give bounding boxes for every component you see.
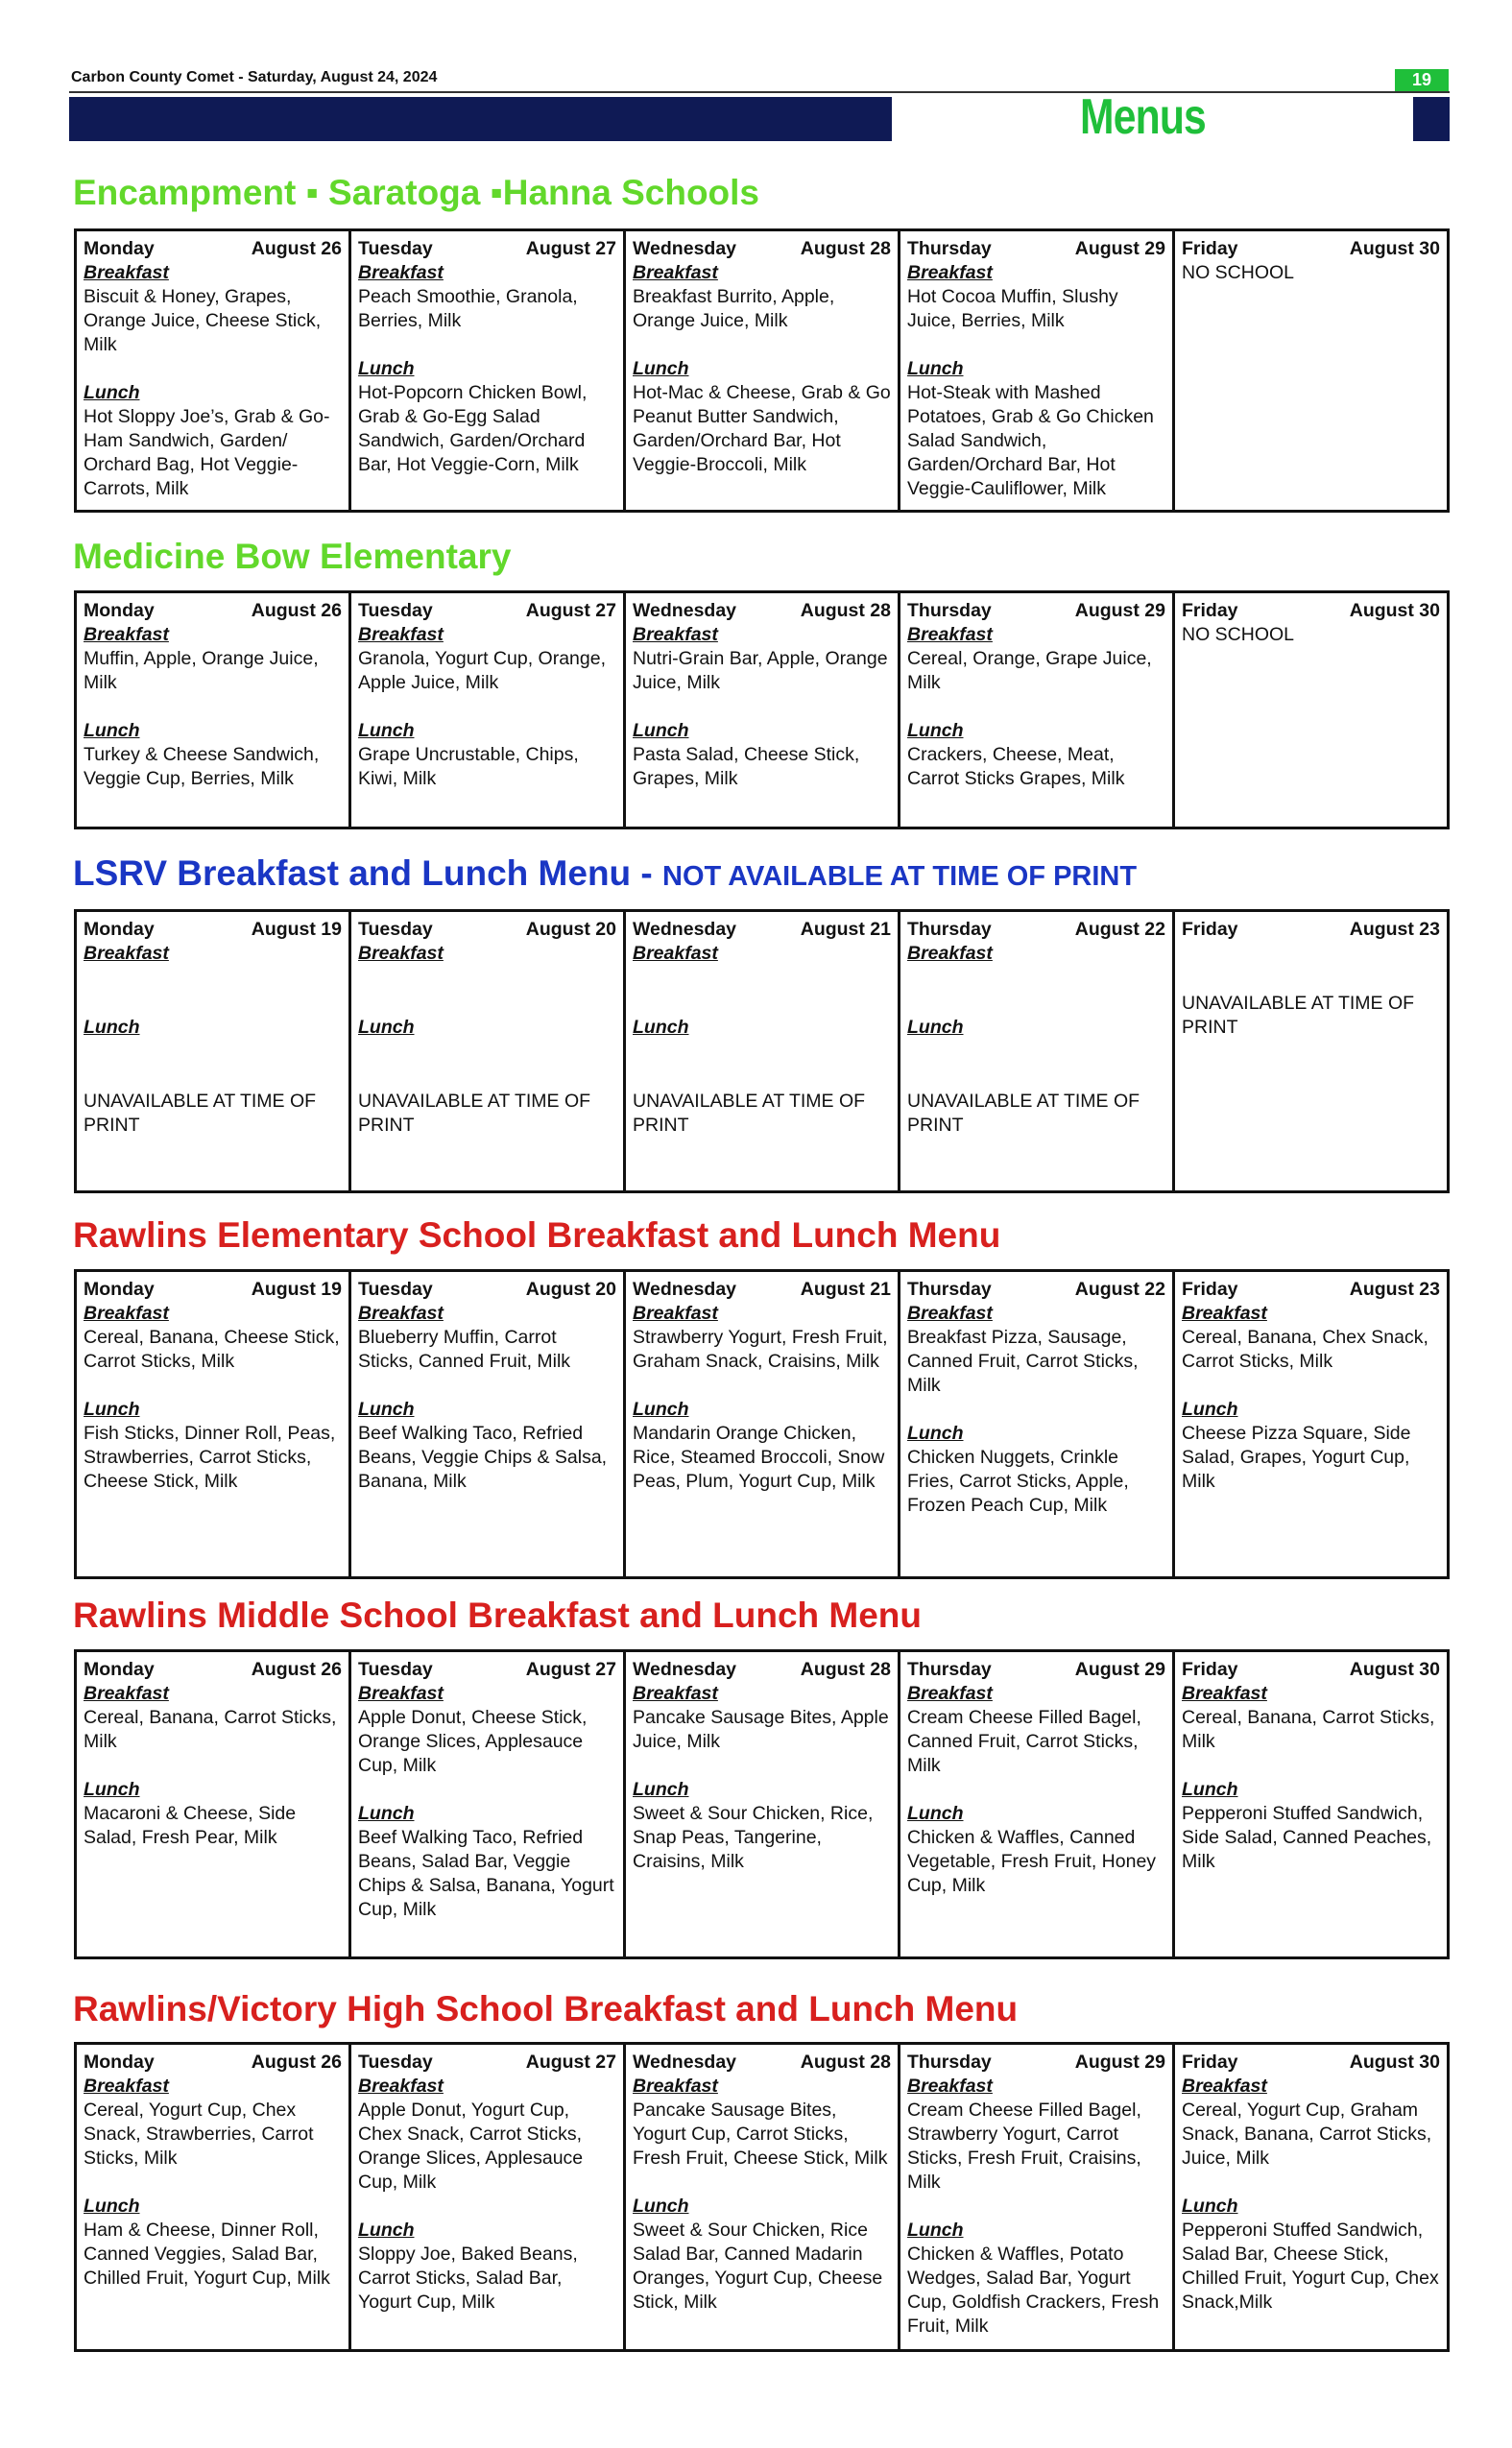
day-cell — [625, 911, 900, 1192]
lunch-label: Lunch — [358, 358, 415, 379]
day-cell — [625, 592, 900, 828]
lunch-items: Sweet & Sour Chicken, Rice Salad Bar, Canned Madarin Oranges, Yogurt Cup, Cheese Stick, Milk — [633, 2220, 883, 2313]
day-name: Friday — [1182, 1659, 1238, 1680]
lunch-label: Lunch — [633, 358, 689, 379]
lunch-items: Hot-Mac & Cheese, Grab & Go Peanut Butter Sandwich, Garden/Orchard Bar, Hot Veggie-Broccoli, Milk — [633, 382, 891, 475]
day-date: August 27 — [525, 238, 616, 259]
breakfast-label: Breakfast — [84, 943, 169, 964]
breakfast-items: Cereal, Banana, Carrot Sticks, Milk — [1182, 1707, 1435, 1752]
menu-table-rawlins-elementary — [74, 1269, 1450, 1579]
day-date: August 30 — [1349, 600, 1440, 621]
header-rule — [69, 91, 1450, 93]
lunch-items: Macaroni & Cheese, Side Salad, Fresh Pear, Milk — [84, 1803, 297, 1848]
day-name: Friday — [1182, 238, 1238, 259]
lunch-items: Hot-Steak with Mashed Potatoes, Grab & Go Chicken Salad Sandwich, Garden/Orchard Bar, Hot Veggie-Cauliflower, Milk — [907, 382, 1154, 499]
day-cell — [1174, 592, 1449, 828]
day-date: August 28 — [800, 238, 891, 259]
school-title-medicine-bow: Medicine Bow Elementary — [73, 537, 512, 576]
breakfast-label: Breakfast — [358, 624, 444, 645]
breakfast-label: Breakfast — [84, 624, 169, 645]
lunch-items: Chicken & Waffles, Potato Wedges, Salad Bar, Yogurt Cup, Goldfish Crackers, Fresh Fruit, Milk — [907, 2244, 1160, 2337]
day-cell — [76, 911, 350, 1192]
day-name: Monday — [84, 238, 155, 259]
lunch-label: Lunch — [84, 1399, 140, 1420]
day-name: Thursday — [907, 919, 992, 940]
breakfast-label: Breakfast — [1182, 1683, 1267, 1704]
menu-table-lsrv — [74, 909, 1450, 1193]
day-date: August 30 — [1349, 1659, 1440, 1680]
lunch-label: Lunch — [633, 1017, 689, 1038]
day-date: August 30 — [1349, 238, 1440, 259]
lunch-label: Lunch — [84, 2196, 140, 2217]
day-name: Monday — [84, 919, 155, 940]
lunch-items: Mandarin Orange Chicken, Rice, Steamed Broccoli, Snow Peas, Plum, Yogurt Cup, Milk — [633, 1423, 885, 1492]
day-name: Monday — [84, 2052, 155, 2073]
day-name: Monday — [84, 1279, 155, 1300]
day-name: Wednesday — [633, 1279, 737, 1300]
school-title-rawlins-elementary: Rawlins Elementary School Breakfast and Lunch Menu — [73, 1215, 1001, 1255]
breakfast-label: Breakfast — [907, 262, 993, 283]
day-name: Monday — [84, 1659, 155, 1680]
day-name: Friday — [1182, 919, 1238, 940]
day-date: August 21 — [800, 1279, 891, 1300]
lunch-label: Lunch — [633, 1399, 689, 1420]
day-date: August 28 — [800, 600, 891, 621]
breakfast-label: Breakfast — [84, 262, 169, 283]
lunch-label: Lunch — [907, 358, 964, 379]
day-cell — [1174, 1271, 1449, 1578]
school-title-rawlins-middle: Rawlins Middle School Breakfast and Lunch Menu — [73, 1596, 923, 1635]
day-cell — [350, 1271, 625, 1578]
no-school-note: NO SCHOOL — [1182, 624, 1295, 645]
breakfast-items: Biscuit & Honey, Grapes, Orange Juice, Cheese Stick, Milk — [84, 286, 322, 355]
lunch-items: Pepperoni Stuffed Sandwich, Salad Bar, Cheese Stick, Chilled Fruit, Yogurt Cup, Chex Snack,Milk — [1182, 2220, 1439, 2313]
day-date: August 19 — [251, 1279, 342, 1300]
day-cell — [350, 911, 625, 1192]
breakfast-label: Breakfast — [1182, 2076, 1267, 2097]
day-name: Thursday — [907, 238, 992, 259]
unavailable-note: UNAVAILABLE AT TIME OF PRINT — [84, 1091, 317, 1136]
page-number: 19 — [1395, 69, 1449, 91]
day-date: August 20 — [525, 919, 616, 940]
lunch-items: Chicken & Waffles, Canned Vegetable, Fresh Fruit, Honey Cup, Milk — [907, 1827, 1157, 1896]
breakfast-items: Cereal, Banana, Carrot Sticks, Milk — [84, 1707, 337, 1752]
breakfast-items: Nutri-Grain Bar, Apple, Orange Juice, Milk — [633, 648, 888, 693]
day-date: August 28 — [800, 2052, 891, 2073]
day-date: August 29 — [1074, 600, 1165, 621]
lunch-items: Cheese Pizza Square, Side Salad, Grapes, Yogurt Cup, Milk — [1182, 1423, 1411, 1492]
day-name: Thursday — [907, 2052, 992, 2073]
masthead: Carbon County Comet - Saturday, August 24, 2024 — [71, 69, 438, 85]
lunch-label: Lunch — [1182, 1399, 1238, 1420]
day-cell — [625, 230, 900, 512]
breakfast-items: Pancake Sausage Bites, Yogurt Cup, Carrot Sticks, Fresh Fruit, Cheese Stick, Milk — [633, 2100, 888, 2169]
school-title-encampment: Encampment ▪ Saratoga ▪Hanna Schools — [73, 173, 760, 212]
breakfast-items: Cream Cheese Filled Bagel, Strawberry Yogurt, Carrot Sticks, Fresh Fruit, Craisins, Milk — [907, 2100, 1141, 2193]
day-date: August 20 — [525, 1279, 616, 1300]
day-cell — [900, 1271, 1174, 1578]
day-cell — [900, 230, 1174, 512]
lunch-label: Lunch — [358, 1399, 415, 1420]
breakfast-items: Strawberry Yogurt, Fresh Fruit, Graham Snack, Craisins, Milk — [633, 1327, 888, 1372]
lunch-label: Lunch — [358, 1803, 415, 1824]
breakfast-items: Cereal, Banana, Chex Snack, Carrot Sticks, Milk — [1182, 1327, 1428, 1372]
lunch-items: Hot-Popcorn Chicken Bowl, Grab & Go-Egg Salad Sandwich, Garden/Orchard Bar, Hot Veggie-Corn, Milk — [358, 382, 588, 475]
menu-table-rawlins-high — [74, 2042, 1450, 2352]
day-date: August 29 — [1074, 1659, 1165, 1680]
lunch-label: Lunch — [358, 1017, 415, 1038]
lunch-items: Turkey & Cheese Sandwich, Veggie Cup, Berries, Milk — [84, 744, 320, 789]
breakfast-label: Breakfast — [633, 262, 718, 283]
breakfast-items: Peach Smoothie, Granola, Berries, Milk — [358, 286, 578, 331]
lunch-label: Lunch — [633, 1779, 689, 1800]
breakfast-label: Breakfast — [907, 1683, 993, 1704]
lunch-label: Lunch — [633, 720, 689, 741]
lunch-label: Lunch — [907, 720, 964, 741]
day-cell — [76, 230, 350, 512]
day-date: August 29 — [1074, 2052, 1165, 2073]
day-name: Monday — [84, 600, 155, 621]
lunch-label: Lunch — [84, 720, 140, 741]
breakfast-label: Breakfast — [633, 624, 718, 645]
breakfast-label: Breakfast — [358, 1303, 444, 1324]
day-date: August 26 — [251, 238, 342, 259]
day-cell — [900, 2044, 1174, 2351]
day-cell — [350, 2044, 625, 2351]
section-title: Menus — [1080, 89, 1206, 145]
day-cell — [1174, 911, 1449, 1192]
day-name: Wednesday — [633, 238, 737, 259]
lunch-items: Beef Walking Taco, Refried Beans, Salad Bar, Veggie Chips & Salsa, Banana, Yogurt Cup, Milk — [358, 1827, 614, 1920]
day-cell — [625, 1651, 900, 1958]
day-name: Thursday — [907, 1279, 992, 1300]
day-name: Wednesday — [633, 1659, 737, 1680]
lunch-label: Lunch — [84, 382, 140, 403]
breakfast-label: Breakfast — [907, 943, 993, 964]
day-name: Wednesday — [633, 2052, 737, 2073]
breakfast-items: Granola, Yogurt Cup, Orange, Apple Juice, Milk — [358, 648, 607, 693]
day-cell — [350, 230, 625, 512]
breakfast-items: Apple Donut, Cheese Stick, Orange Slices, Applesauce Cup, Milk — [358, 1707, 588, 1776]
day-date: August 27 — [525, 600, 616, 621]
lsrv-subtitle: NOT AVAILABLE AT TIME OF PRINT — [662, 861, 1138, 892]
lunch-label: Lunch — [358, 720, 415, 741]
day-date: August 22 — [1074, 919, 1165, 940]
lunch-label: Lunch — [907, 1423, 964, 1444]
day-cell — [1174, 2044, 1449, 2351]
lunch-label: Lunch — [1182, 2196, 1238, 2217]
lunch-items: Sloppy Joe, Baked Beans, Carrot Sticks, Salad Bar, Yogurt Cup, Milk — [358, 2244, 578, 2313]
breakfast-items: Cereal, Yogurt Cup, Graham Snack, Banana, Carrot Sticks, Juice, Milk — [1182, 2100, 1432, 2169]
lunch-items: Pepperoni Stuffed Sandwich, Side Salad, Canned Peaches, Milk — [1182, 1803, 1432, 1872]
day-date: August 27 — [525, 1659, 616, 1680]
day-name: Friday — [1182, 1279, 1238, 1300]
day-date: August 21 — [800, 919, 891, 940]
day-name: Friday — [1182, 600, 1238, 621]
day-date: August 29 — [1074, 238, 1165, 259]
lunch-items: Crackers, Cheese, Meat, Carrot Sticks Grapes, Milk — [907, 744, 1125, 789]
lunch-label: Lunch — [84, 1017, 140, 1038]
day-date: August 22 — [1074, 1279, 1165, 1300]
breakfast-items: Cream Cheese Filled Bagel, Canned Fruit, Carrot Sticks, Milk — [907, 1707, 1141, 1776]
breakfast-items: Muffin, Apple, Orange Juice, Milk — [84, 648, 319, 693]
day-cell — [625, 2044, 900, 2351]
menu-table-medicine-bow — [74, 590, 1450, 829]
lunch-items: Beef Walking Taco, Refried Beans, Veggie Chips & Salsa, Banana, Milk — [358, 1423, 608, 1492]
day-date: August 23 — [1349, 1279, 1440, 1300]
no-school-note: NO SCHOOL — [1182, 262, 1295, 283]
breakfast-label: Breakfast — [84, 1303, 169, 1324]
breakfast-label: Breakfast — [633, 943, 718, 964]
lunch-label: Lunch — [633, 2196, 689, 2217]
lunch-label: Lunch — [907, 2220, 964, 2241]
menu-table-encampment — [74, 228, 1450, 513]
day-name: Wednesday — [633, 919, 737, 940]
day-date: August 26 — [251, 1659, 342, 1680]
breakfast-items: Cereal, Yogurt Cup, Chex Snack, Strawberries, Carrot Sticks, Milk — [84, 2100, 314, 2169]
breakfast-label: Breakfast — [633, 2076, 718, 2097]
day-cell — [900, 1651, 1174, 1958]
lunch-label: Lunch — [1182, 1779, 1238, 1800]
breakfast-label: Breakfast — [84, 2076, 169, 2097]
lunch-label: Lunch — [907, 1803, 964, 1824]
day-name: Tuesday — [358, 600, 433, 621]
unavailable-note: UNAVAILABLE AT TIME OF PRINT — [633, 1091, 866, 1136]
day-cell — [1174, 230, 1449, 512]
day-name: Tuesday — [358, 1659, 433, 1680]
day-date: August 26 — [251, 2052, 342, 2073]
menu-table-rawlins-middle — [74, 1649, 1450, 1959]
day-name: Thursday — [907, 600, 992, 621]
day-name: Wednesday — [633, 600, 737, 621]
school-title-rawlins-high: Rawlins/Victory High School Breakfast and Lunch Menu — [73, 1989, 1019, 2028]
day-cell — [1174, 1651, 1449, 1958]
day-cell — [76, 2044, 350, 2351]
day-cell — [350, 592, 625, 828]
breakfast-items: Breakfast Burrito, Apple, Orange Juice, Milk — [633, 286, 835, 331]
day-name: Tuesday — [358, 238, 433, 259]
header-bar — [69, 97, 892, 141]
day-cell — [76, 1651, 350, 1958]
breakfast-label: Breakfast — [84, 1683, 169, 1704]
lunch-items: Chicken Nuggets, Crinkle Fries, Carrot Sticks, Apple, Frozen Peach Cup, Milk — [907, 1447, 1129, 1516]
breakfast-items: Cereal, Orange, Grape Juice, Milk — [907, 648, 1152, 693]
breakfast-items: Blueberry Muffin, Carrot Sticks, Canned Fruit, Milk — [358, 1327, 571, 1372]
lunch-label: Lunch — [907, 1017, 964, 1038]
lsrv-title: LSRV Breakfast and Lunch Menu - — [73, 853, 663, 893]
lunch-items: Pasta Salad, Cheese Stick, Grapes, Milk — [633, 744, 860, 789]
unavailable-note: UNAVAILABLE AT TIME OF PRINT — [907, 1091, 1140, 1136]
breakfast-items: Hot Cocoa Muffin, Slushy Juice, Berries, Milk — [907, 286, 1118, 331]
day-name: Tuesday — [358, 1279, 433, 1300]
day-cell — [900, 911, 1174, 1192]
breakfast-label: Breakfast — [633, 1683, 718, 1704]
day-date: August 26 — [251, 600, 342, 621]
unavailable-note: UNAVAILABLE AT TIME OF PRINT — [1182, 993, 1415, 1038]
breakfast-label: Breakfast — [1182, 1303, 1267, 1324]
day-name: Tuesday — [358, 919, 433, 940]
header-block — [1413, 97, 1450, 141]
breakfast-label: Breakfast — [633, 1303, 718, 1324]
day-cell — [625, 1271, 900, 1578]
lunch-items: Hot Sloppy Joe’s, Grab & Go-Ham Sandwich, Garden/ Orchard Bag, Hot Veggie- Carrots, Milk — [84, 406, 330, 499]
breakfast-label: Breakfast — [907, 624, 993, 645]
lunch-items: Sweet & Sour Chicken, Rice, Snap Peas, Tangerine, Craisins, Milk — [633, 1803, 874, 1872]
breakfast-label: Breakfast — [358, 1683, 444, 1704]
day-date: August 27 — [525, 2052, 616, 2073]
day-name: Tuesday — [358, 2052, 433, 2073]
breakfast-items: Pancake Sausage Bites, Apple Juice, Milk — [633, 1707, 889, 1752]
school-title-lsrv — [73, 853, 1137, 894]
day-cell — [350, 1651, 625, 1958]
breakfast-items: Apple Donut, Yogurt Cup, Chex Snack, Carrot Sticks, Orange Slices, Applesauce Cup, Milk — [358, 2100, 584, 2193]
day-cell — [900, 592, 1174, 828]
day-date: August 23 — [1349, 919, 1440, 940]
day-date: August 28 — [800, 1659, 891, 1680]
breakfast-items: Cereal, Banana, Cheese Stick, Carrot Sticks, Milk — [84, 1327, 340, 1372]
breakfast-items: Breakfast Pizza, Sausage, Canned Fruit, Carrot Sticks, Milk — [907, 1327, 1139, 1396]
day-date: August 30 — [1349, 2052, 1440, 2073]
lunch-label: Lunch — [84, 1779, 140, 1800]
breakfast-label: Breakfast — [358, 2076, 444, 2097]
day-name: Friday — [1182, 2052, 1238, 2073]
lunch-label: Lunch — [358, 2220, 415, 2241]
unavailable-note: UNAVAILABLE AT TIME OF PRINT — [358, 1091, 591, 1136]
lunch-items: Fish Sticks, Dinner Roll, Peas, Strawberries, Carrot Sticks, Cheese Stick, Milk — [84, 1423, 336, 1492]
day-date: August 19 — [251, 919, 342, 940]
day-cell — [76, 1271, 350, 1578]
breakfast-label: Breakfast — [907, 2076, 993, 2097]
lunch-items: Grape Uncrustable, Chips, Kiwi, Milk — [358, 744, 579, 789]
lunch-items: Ham & Cheese, Dinner Roll, Canned Veggies, Salad Bar, Chilled Fruit, Yogurt Cup, Milk — [84, 2220, 330, 2289]
breakfast-label: Breakfast — [358, 262, 444, 283]
breakfast-label: Breakfast — [358, 943, 444, 964]
day-cell — [76, 592, 350, 828]
breakfast-label: Breakfast — [907, 1303, 993, 1324]
day-name: Thursday — [907, 1659, 992, 1680]
